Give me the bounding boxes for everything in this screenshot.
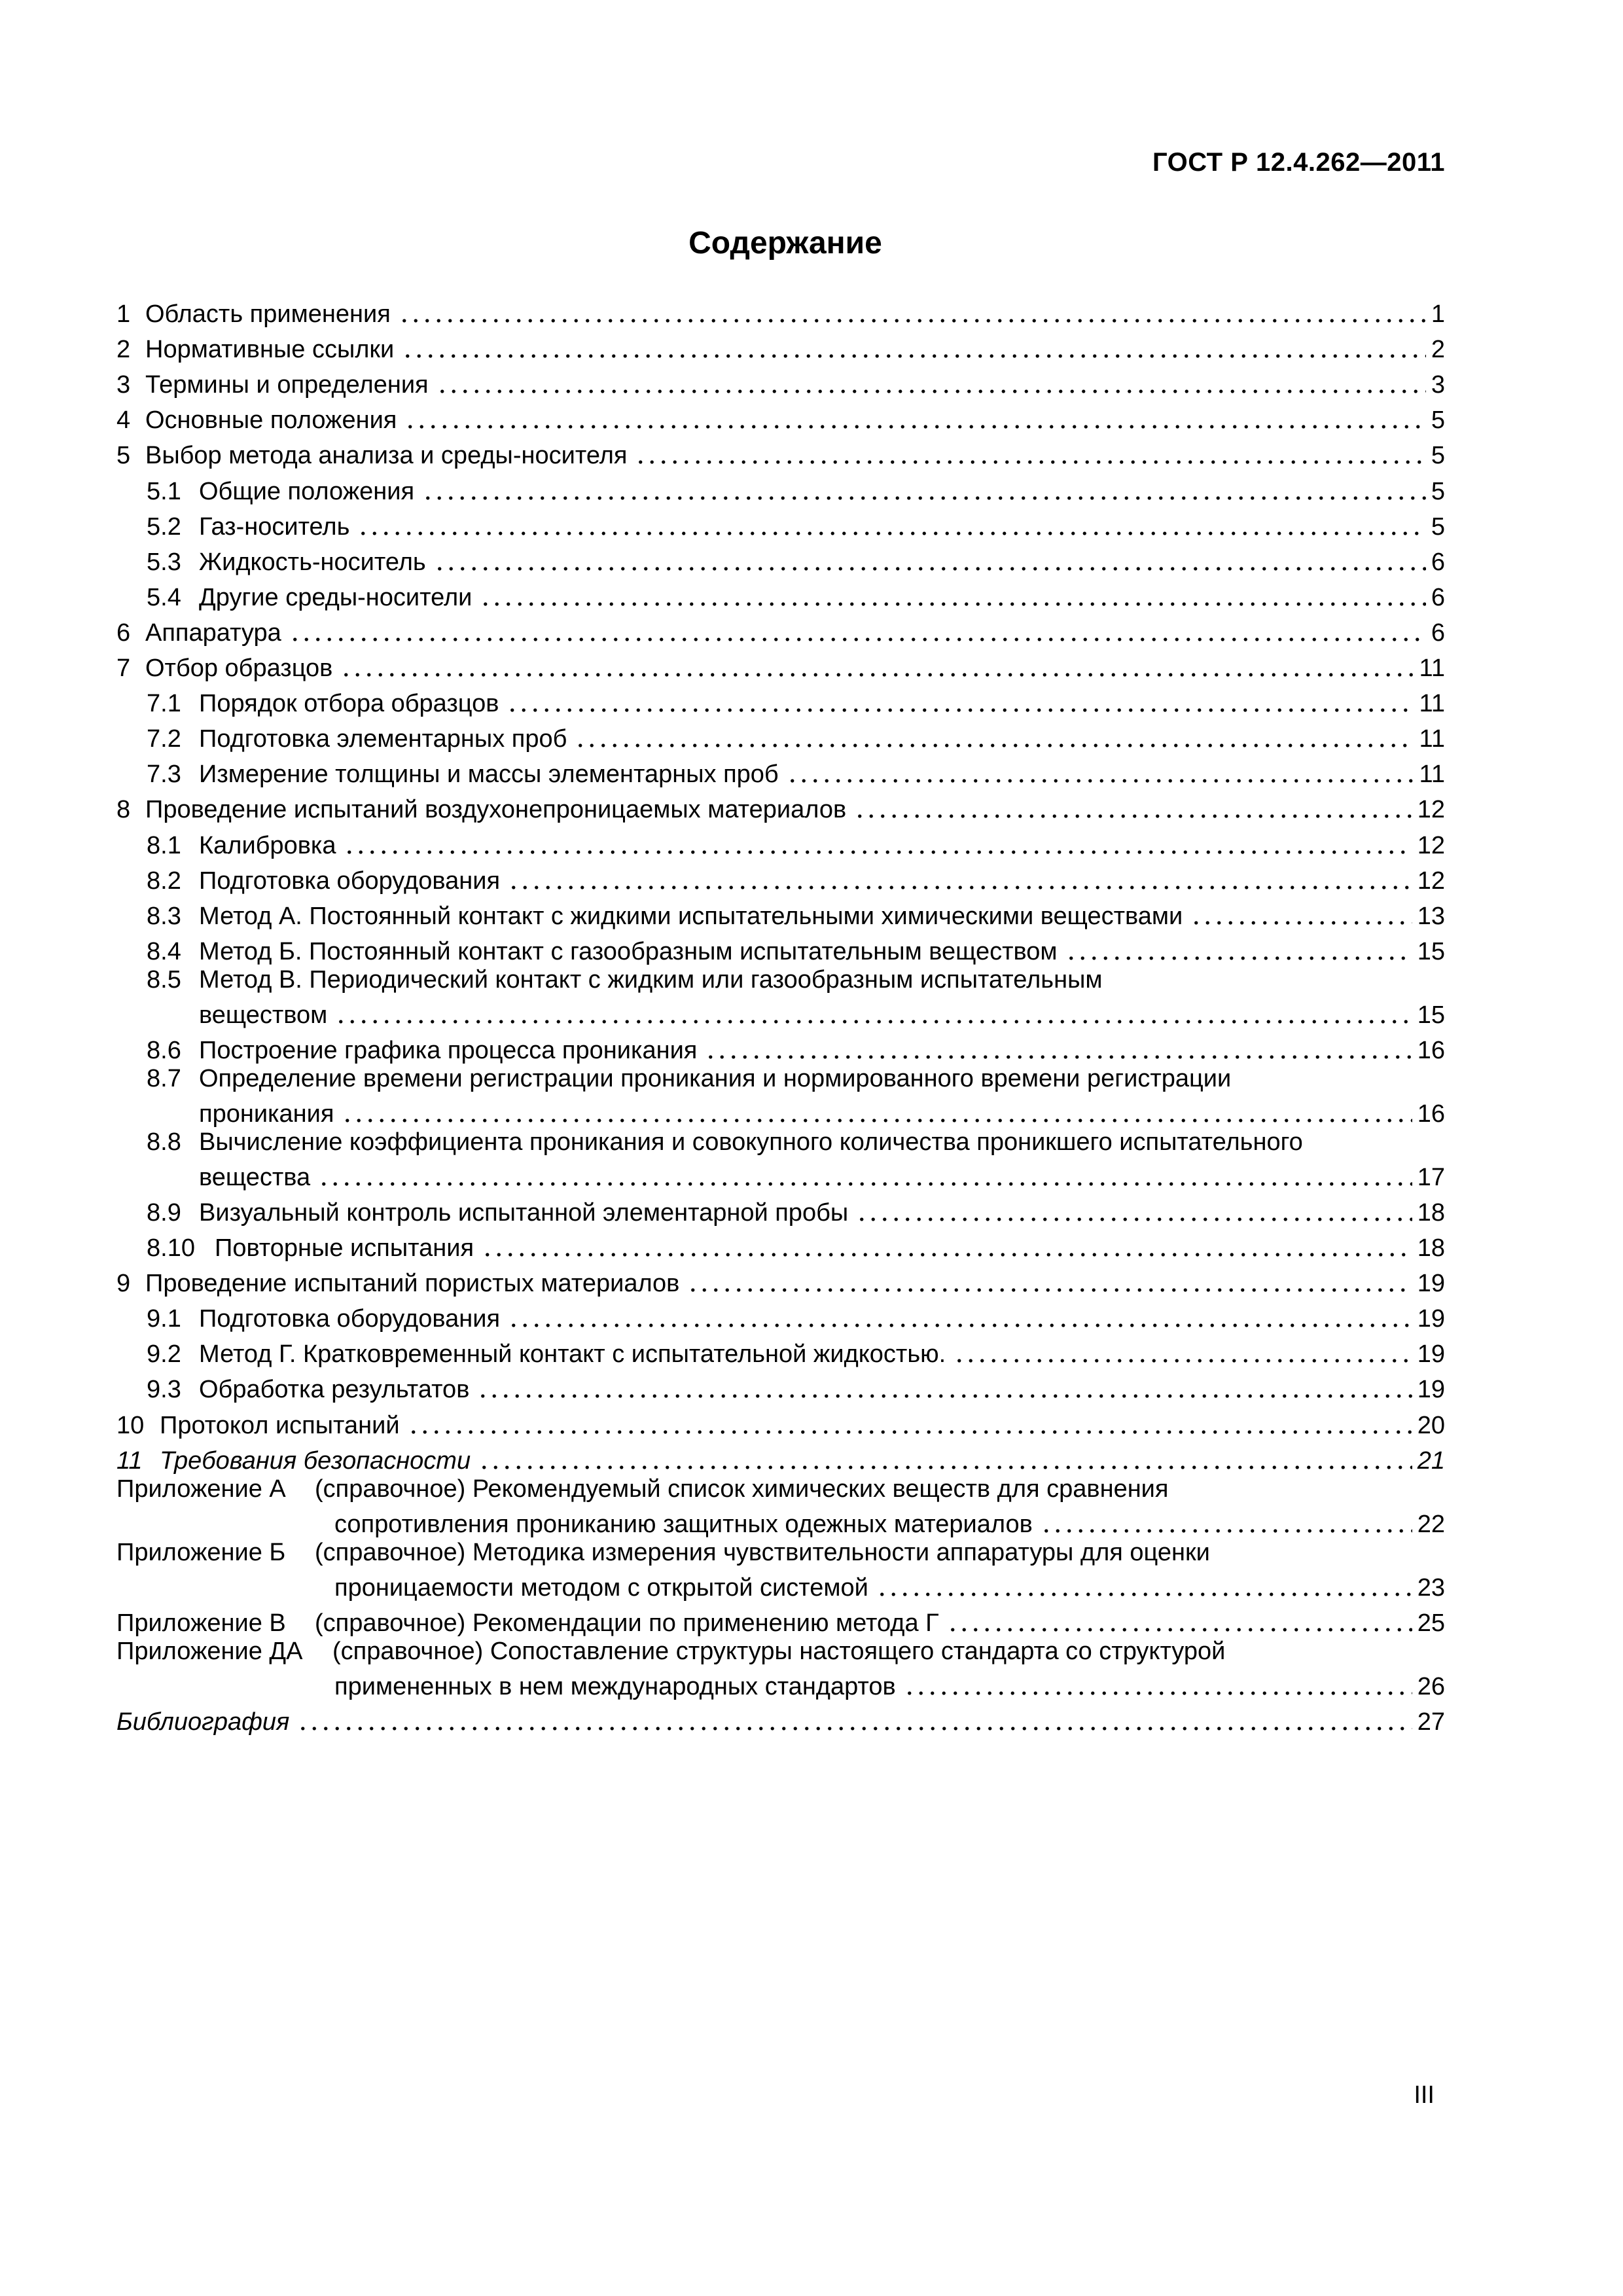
dot-leader [575,744,1414,747]
toc-entry[interactable]: 7 Отбор образцов 11 [116,655,1445,683]
dot-leader [402,354,1426,358]
dot-leader [507,708,1414,712]
dot-leader [297,1727,1412,1731]
page-number: III [1414,2081,1435,2109]
toc-entry[interactable]: 7.1 Порядок отбора образцов 11 [147,690,1445,718]
toc-entry[interactable]: 9 Проведение испытаний пористых материалов 19 [116,1270,1445,1298]
dot-leader [635,460,1425,464]
toc-entry[interactable]: Приложение ДА (справочное) Сопоставление структуры настоящего стандарта со структурой примененных в нем международных стандартов 26 [116,1637,1445,1700]
toc-entry[interactable]: 8 Проведение испытаний воздухонепроницаемых материалов 12 [116,796,1445,824]
toc-entry[interactable]: 4 Основные положения 5 [116,406,1445,435]
toc-entry[interactable]: 9.2 Метод Г. Кратковременный контакт с испытательной жидкостью. 19 [147,1340,1445,1369]
dot-leader [876,1592,1412,1596]
toc-entry[interactable]: 8.7 Определение времени регистрации проникания и нормированного времени регистрации проникания 16 [147,1064,1445,1128]
page-title: Содержание [688,226,882,260]
toc-entry[interactable]: 8.9 Визуальный контроль испытанной элементарной пробы 18 [147,1198,1445,1227]
document-designation: ГОСТ Р 12.4.262—2011 [1152,148,1445,177]
dot-leader [1041,1529,1412,1533]
toc-entry[interactable]: 8.10 Повторные испытания 18 [147,1234,1445,1263]
toc-entry[interactable]: 8.2 Подготовка оборудования 12 [147,867,1445,895]
toc-entry[interactable]: 5.2 Газ-носитель 5 [147,512,1445,541]
dot-leader [437,389,1426,393]
dot-leader [482,1253,1412,1257]
dot-leader [289,637,1426,641]
toc-entry[interactable]: Приложение В (справочное) Рекомендации по применению метода Г 25 [116,1609,1445,1637]
dot-leader [344,850,1412,854]
toc-entry[interactable]: 10 Протокол испытаний 20 [116,1411,1445,1439]
toc-entry[interactable]: 8.3 Метод А. Постоянный контакт с жидкими испытательными химическими веществами 13 [147,902,1445,930]
toc-entry[interactable]: 8.4 Метод Б. Постоянный контакт с газообразным испытательным веществом 15 [147,937,1445,965]
dot-leader [335,1020,1412,1024]
toc-entry[interactable]: 8.1 Калибровка 12 [147,831,1445,859]
dot-leader [408,1430,1412,1434]
toc-entry[interactable]: 1 Область применения 1 [116,300,1445,329]
dot-leader [856,1217,1412,1221]
table-of-contents [116,293,1445,1736]
dot-leader [434,567,1426,571]
toc-entry[interactable]: Приложение А (справочное) Рекомендуемый список химических веществ для сравнения сопротивления прониканию защитных одежных материалов 22 [116,1475,1445,1538]
toc-entry[interactable]: 7.2 Подготовка элементарных проб 11 [147,725,1445,753]
dot-leader [854,814,1412,818]
toc-entry[interactable]: 8.5 Метод В. Периодический контакт с жидким или газообразным испытательным веществом 15 [147,965,1445,1029]
dot-leader [705,1055,1412,1059]
toc-entry[interactable]: 5.1 Общие положения 5 [147,477,1445,505]
dot-leader [508,1323,1412,1327]
dot-leader [1065,956,1412,960]
toc-entry[interactable]: Приложение Б (справочное) Методика измерения чувствительности аппаратуры для оценки проницаемости методом с открытой системой 23 [116,1538,1445,1602]
toc-entry[interactable]: 5.4 Другие среды-носители 6 [147,583,1445,611]
toc-entry[interactable]: 5.3 Жидкость-носитель 6 [147,548,1445,576]
toc-entry[interactable]: 8.6 Построение графика процесса проникания 16 [147,1036,1445,1064]
toc-entry[interactable]: 11 Требования безопасности 21 [116,1446,1445,1475]
toc-entry[interactable]: 7.3 Измерение толщины и массы элементарных проб 11 [147,761,1445,789]
dot-leader [357,531,1425,535]
toc-entry[interactable]: 2 Нормативные ссылки 2 [116,336,1445,364]
dot-leader [340,673,1414,677]
toc-entry[interactable]: 9.3 Обработка результатов 19 [147,1376,1445,1404]
dot-leader [480,602,1425,606]
toc-entry[interactable]: 8.8 Вычисление коэффициента проникания и совокупного количества проникшего испытательного вещества 17 [147,1128,1445,1191]
dot-leader [904,1691,1412,1695]
dot-leader [478,1465,1412,1469]
dot-leader [508,886,1412,889]
dot-leader [399,319,1426,323]
dot-leader [422,496,1426,500]
dot-leader [947,1628,1412,1632]
toc-entry[interactable]: Библиография 27 [116,1708,1445,1736]
dot-leader [787,779,1414,783]
toc-entry[interactable]: 9.1 Подготовка оборудования 19 [147,1305,1445,1333]
dot-leader [477,1394,1412,1398]
dot-leader [954,1359,1412,1363]
toc-entry[interactable]: 3 Термины и определения 3 [116,371,1445,399]
dot-leader [687,1288,1412,1292]
dot-leader [1190,921,1412,925]
toc-entry[interactable]: 6 Аппаратура 6 [116,619,1445,647]
toc-entry[interactable]: 5 Выбор метода анализа и среды-носителя 5 [116,442,1445,470]
dot-leader [404,425,1425,429]
dot-leader [342,1119,1412,1122]
dot-leader [318,1182,1412,1186]
